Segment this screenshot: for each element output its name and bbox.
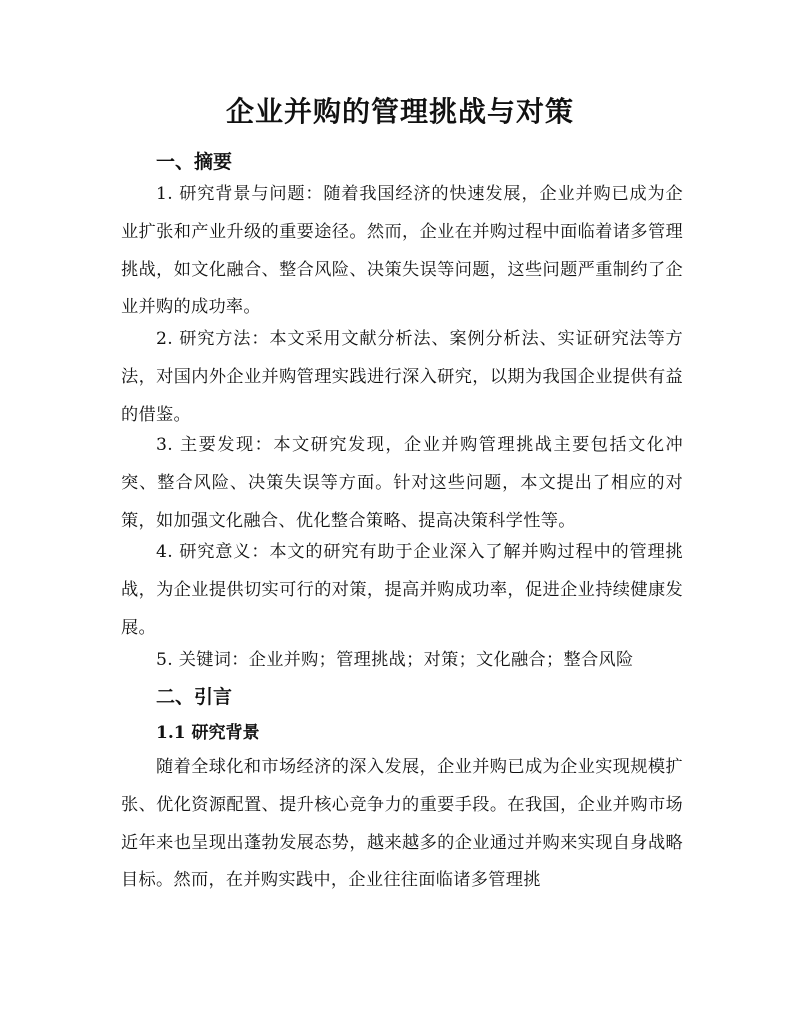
paragraph-main-findings: 3. 主要发现：本文研究发现，企业并购管理挑战主要包括文化冲突、整合风险、决策失误等方面。针对这些问题，本文提出了相应的对策，如加强文化融合、优化整合策略、提高决策科学性等。 [121, 435, 683, 531]
document-title: 企业并购的管理挑战与对策 [225, 95, 574, 128]
subsection-heading-background: 1.1 研究背景 [156, 723, 260, 743]
paragraph-research-significance: 4. 研究意义：本文的研究有助于企业深入了解并购过程中的管理挑战，为企业提供切实可行的对策，提高并购成功率，促进企业持续健康发展。 [121, 542, 683, 638]
section-heading-introduction: 二、引言 [156, 686, 233, 708]
paragraph-keywords: 5. 关键词：企业并购；管理挑战；对策；文化融合；整合风险 [156, 650, 634, 670]
paragraph-introduction-background: 随着全球化和市场经济的深入发展，企业并购已成为企业实现规模扩张、优化资源配置、提升核心竞争力的重要手段。在我国，企业并购市场近年来也呈现出蓬勃发展态势，越来越多的企业通过并购来实现自身战略目标。然而，在并购实践中，企业往往面临诸多管理挑 [121, 757, 683, 891]
section-heading-abstract: 一、摘要 [156, 151, 233, 173]
paragraph-research-background: 1. 研究背景与问题：随着我国经济的快速发展，企业并购已成为企业扩张和产业升级的重要途径。然而，企业在并购过程中面临着诸多管理挑战，如文化融合、整合风险、决策失误等问题，这些问题严重制约了企业并购的成功率。 [121, 184, 683, 318]
paragraph-research-method: 2. 研究方法：本文采用文献分析法、案例分析法、实证研究法等方法，对国内外企业并购管理实践进行深入研究，以期为我国企业提供有益的借鉴。 [121, 329, 683, 425]
